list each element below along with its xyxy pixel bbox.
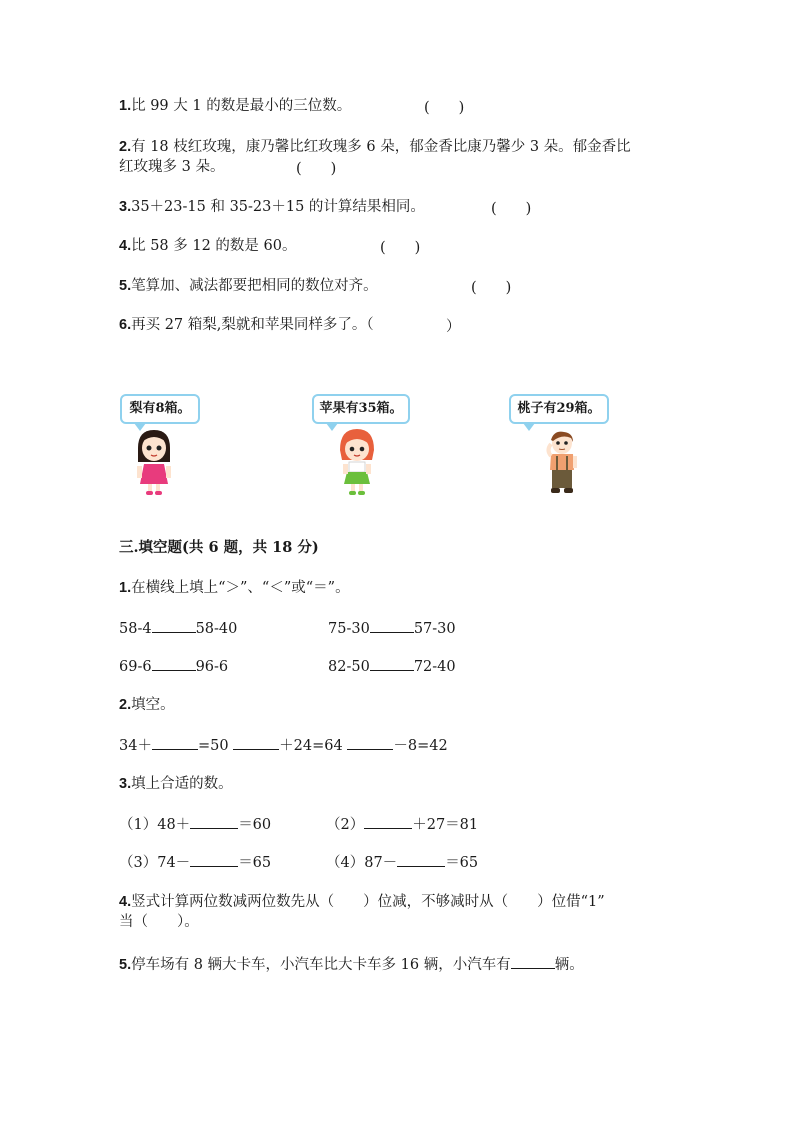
item-number: 1. — [119, 580, 132, 596]
expression: 72-40 — [413, 659, 456, 675]
expression: ＋24=64 — [279, 738, 343, 754]
answer-blank[interactable] — [152, 735, 198, 750]
answer-blank[interactable] — [370, 656, 414, 671]
item-text: 在横线上填上“＞”、“＜”或“＝”。 — [131, 580, 350, 596]
answer-paren-1[interactable]: ( ) — [424, 100, 465, 116]
expression: ＋27＝81 — [412, 817, 479, 833]
item-text: 辆。 — [554, 957, 584, 973]
item-text: 停车场有 8 辆大卡车，小汽车比大卡车多 16 辆，小汽车有 — [131, 957, 511, 973]
item-text: 比 58 多 12 的数是 60。 — [131, 238, 297, 254]
girl-cartoon-icon — [134, 428, 174, 496]
expression: 58-40 — [195, 621, 238, 637]
compare-row-1a — [119, 618, 237, 639]
answer-paren-2[interactable]: ( ) — [296, 161, 337, 177]
expression: 82-50 — [328, 659, 370, 675]
answer-blank[interactable] — [347, 735, 393, 750]
fill-row-3a — [119, 814, 271, 835]
expression: 96-6 — [195, 659, 229, 675]
section-title: 三.填空题(共 6 题，共 18 分) — [119, 539, 319, 556]
judge-item-2 — [119, 137, 631, 157]
expression: （2） — [326, 817, 365, 833]
compare-row-1b — [328, 618, 456, 639]
answer-blank[interactable] — [511, 954, 555, 969]
answer-blank[interactable] — [152, 656, 196, 671]
judge-item-5 — [119, 276, 378, 296]
item-text: 笔算加、减法都要把相同的数位对齐。 — [131, 278, 378, 294]
boy-cartoon-icon — [542, 430, 582, 496]
fill-row-3c — [119, 852, 271, 873]
item-text: 填上合适的数。 — [131, 776, 233, 792]
item-number: 1. — [119, 98, 132, 114]
item-number: 5. — [119, 278, 132, 294]
expression: （1）48＋ — [119, 817, 191, 833]
item-number: 6. — [119, 317, 132, 333]
item-text: 填空。 — [131, 697, 175, 713]
item-number: 4. — [119, 238, 132, 254]
answer-blank[interactable] — [370, 618, 414, 633]
expression: 69-6 — [119, 659, 152, 675]
answer-blank[interactable] — [190, 814, 238, 829]
expression: ＝65 — [445, 855, 479, 871]
answer-paren-5[interactable]: ( ) — [471, 280, 512, 296]
answer-blank[interactable] — [152, 618, 196, 633]
expression: 57-30 — [413, 621, 456, 637]
expression: 75-30 — [328, 621, 370, 637]
item-text: 有 18 枝红玫瑰，康乃馨比红玫瑰多 6 朵，郁金香比康乃馨少 3 朵。郁金香比 — [131, 139, 631, 155]
expression: ＝65 — [238, 855, 272, 871]
answer-blank[interactable] — [233, 735, 279, 750]
judge-item-4 — [119, 236, 297, 256]
fill-question-4 — [119, 892, 605, 912]
judge-item-2-cont: 红玫瑰多 3 朵。 — [119, 159, 225, 175]
speech-bubble-apple: 苹果有35箱。 — [312, 394, 410, 424]
fill-question-2 — [119, 695, 175, 715]
answer-blank[interactable] — [364, 814, 412, 829]
expression: 34＋ — [119, 738, 152, 754]
item-number: 3. — [119, 776, 132, 792]
expression: －8=42 — [393, 738, 448, 754]
fill-question-4-cont: 当（ ）。 — [119, 914, 199, 930]
fill-question-5 — [119, 954, 584, 975]
item-text: 比 99 大 1 的数是最小的三位数。 — [131, 98, 352, 114]
item-number: 3. — [119, 199, 132, 215]
item-number: 5. — [119, 957, 132, 973]
fill-row-3d — [326, 852, 478, 873]
expression: 58-4 — [119, 621, 152, 637]
fill-question-3 — [119, 774, 233, 794]
judge-item-3 — [119, 197, 425, 217]
fill-row-2 — [119, 735, 448, 756]
answer-blank[interactable] — [397, 852, 445, 867]
expression: ＝60 — [238, 817, 272, 833]
speech-bubble-peach: 桃子有29箱。 — [509, 394, 609, 424]
expression: （4）87－ — [326, 855, 398, 871]
answer-paren-3[interactable]: ( ) — [491, 201, 532, 217]
item-text: 再买 27 箱梨,梨就和苹果同样多了。（ — [131, 317, 374, 333]
item-number: 2. — [119, 697, 132, 713]
speech-bubble-pear: 梨有8箱。 — [120, 394, 200, 424]
item-text: 竖式计算两位数减两位数先从（ ）位减，不够减时从（ ）位借“1” — [131, 894, 605, 910]
fill-question-1 — [119, 578, 350, 598]
judge-item-6 — [119, 315, 374, 335]
answer-paren-6[interactable]: ） — [446, 319, 461, 335]
item-text: 35＋23-15 和 35-23＋15 的计算结果相同。 — [131, 199, 425, 215]
answer-blank[interactable] — [190, 852, 238, 867]
item-number: 4. — [119, 894, 132, 910]
expression: （3）74－ — [119, 855, 191, 871]
fill-row-3b — [326, 814, 478, 835]
compare-row-2b — [328, 656, 456, 677]
answer-paren-4[interactable]: ( ) — [380, 240, 421, 256]
item-number: 2. — [119, 139, 132, 155]
compare-row-2a — [119, 656, 228, 677]
girl-redhair-cartoon-icon — [337, 428, 377, 496]
judge-item-1 — [119, 96, 351, 116]
expression: =50 — [197, 738, 229, 754]
